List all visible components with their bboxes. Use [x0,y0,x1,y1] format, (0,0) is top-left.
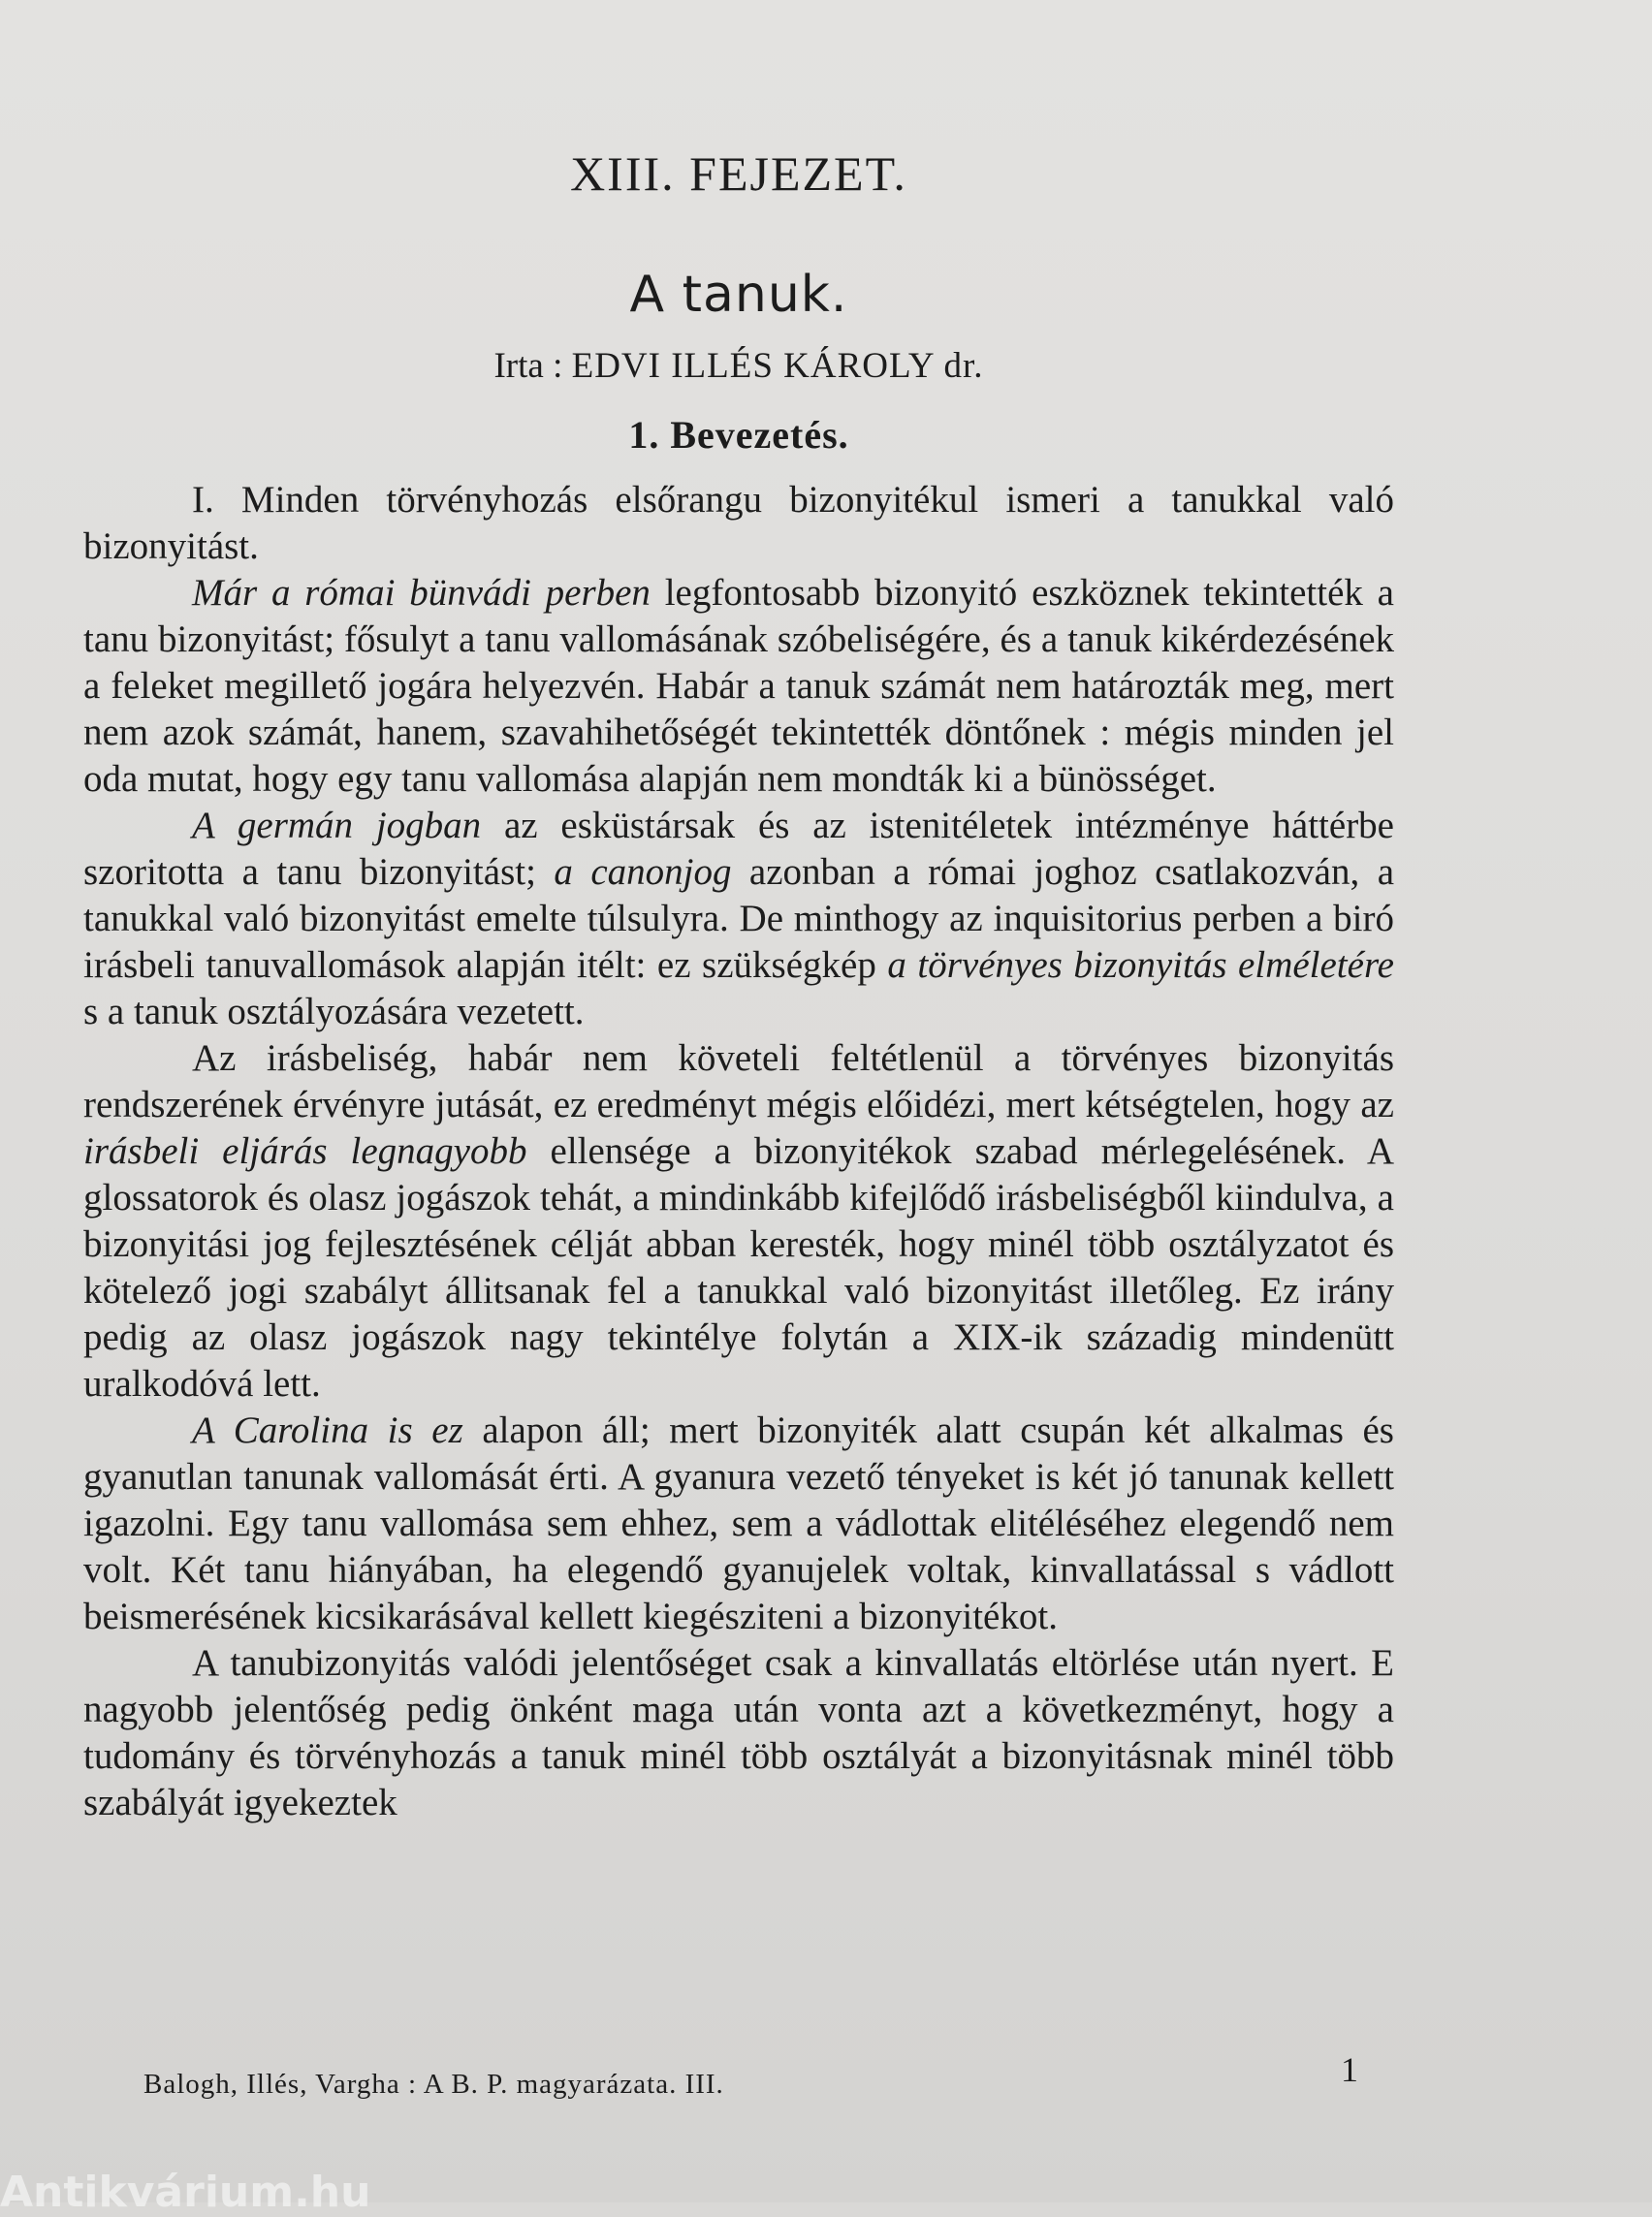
author-prefix: Irta : [493,346,563,386]
paragraph [83,570,1394,803]
paragraph [83,1035,1394,1408]
italic-run: A germán jogban [192,805,482,846]
text-run: azonban a római joghoz csatlakozván, a tanukkal való bizonyitást emelte túlsulyra. De minthogy az inquisitorius perben a biró irásbeli tanuvallomások alapján itélt: ez szükségkép [83,851,1395,986]
body-text [83,477,1394,1826]
paragraph [83,477,1394,570]
italic-run: a canonjog [554,851,732,893]
running-title: Balogh, Illés, Vargha : A B. P. magyarázata. III. [143,2069,724,2100]
paragraph [83,1640,1394,1826]
paragraph [83,1408,1394,1640]
text-run: s a tanuk osztályozására vezetett. [83,991,585,1032]
italic-run: A Carolina is ez [192,1409,463,1451]
page-footer [143,2050,1359,2101]
chapter-title: A tanuk. [629,266,848,324]
page-number: 1 [1341,2050,1359,2089]
paragraph [83,803,1394,1035]
text-run: ellensége a bizonyitékok szabad mérlegelésének. A glossatorok és olasz jogászok tehát, a mindinkább kifejlődő irásbeliségből kiindulva, a bizonyitási jog fejlesztésének célját abban keresték, hogy minél több osztályzatot és kötelező jogi szabályt állitsanak fel a tanukkal való bizonyitást illetőleg. Ez irány pedig az olasz jogászok nagy tekintélye folytán a XIX-ik századig mindenütt uralkodóvá lett. [83,1130,1394,1405]
chapter-heading: XIII. FEJEZET. [570,146,907,201]
italic-run: Már a római bünvádi perben [192,572,651,614]
text-run: Az irásbeliség, habár nem követeli feltétlenül a törvényes bizonyitás rendszerének érvényre jutását, ez eredményt mégis előidézi, mert kétségtelen, hogy az [83,1037,1394,1125]
text-run: legfontosabb bizonyitó eszköznek tekintették a tanu bizonyitást; fősulyt a tanu vallomásának szóbeliségére, és a tanuk kikérdezésének a feleket megillető jogára helyezvén. Habár a tanuk számát nem határozták meg, mert nem azok számát, hanem, szavahihetőségét tekintették döntőnek : mégis minden jel oda mutat, hogy egy tanu vallomása alapján nem mondták ki a bünösséget. [83,572,1394,800]
author-name: EDVI ILLÉS KÁROLY dr. [571,346,984,386]
watermark: Antikvárium.hu [0,2168,371,2217]
italic-run: irásbeli eljárás legnagyobb [83,1130,527,1172]
section-heading: 1. Bevezetés. [628,413,849,457]
text-run: I. Minden törvényhozás elsőrangu bizonyitékul ismeri a tanukkal való bizonyitást. [83,479,1394,567]
text-run: az esküstársak és az istenitéletek intézménye háttérbe szoritotta a tanu bizonyitást; [83,805,1394,893]
text-run: A tanubizonyitás valódi jelentőséget csak a kinvallatás eltörlése után nyert. E nagyobb jelentőség pedig önként maga után vonta azt a következményt, hogy a tudomány és törvényhozás a tanuk minél több osztályát a bizonyitásnak minél több szabályát igyekeztek [83,1642,1394,1823]
italic-run: a törvényes bizonyitás elméletére [887,944,1394,986]
text-column [83,145,1394,1826]
text-run: alapon áll; mert bizonyiték alatt csupán két alkalmas és gyanutlan tanunak vallomását érti. A gyanura vezető tényeket is két jó tanunak kellett igazolni. Egy tanu vallomása sem ehhez, sem a vádlottak elitéléséhez elegendő nem volt. Két tanu hiányában, ha elegendő gyanujelek voltak, kinvallatással s vádlott beismerésének kicsikarásával kellett kiegésziteni a bizonyitékot. [83,1409,1394,1637]
author-line [83,345,1394,387]
